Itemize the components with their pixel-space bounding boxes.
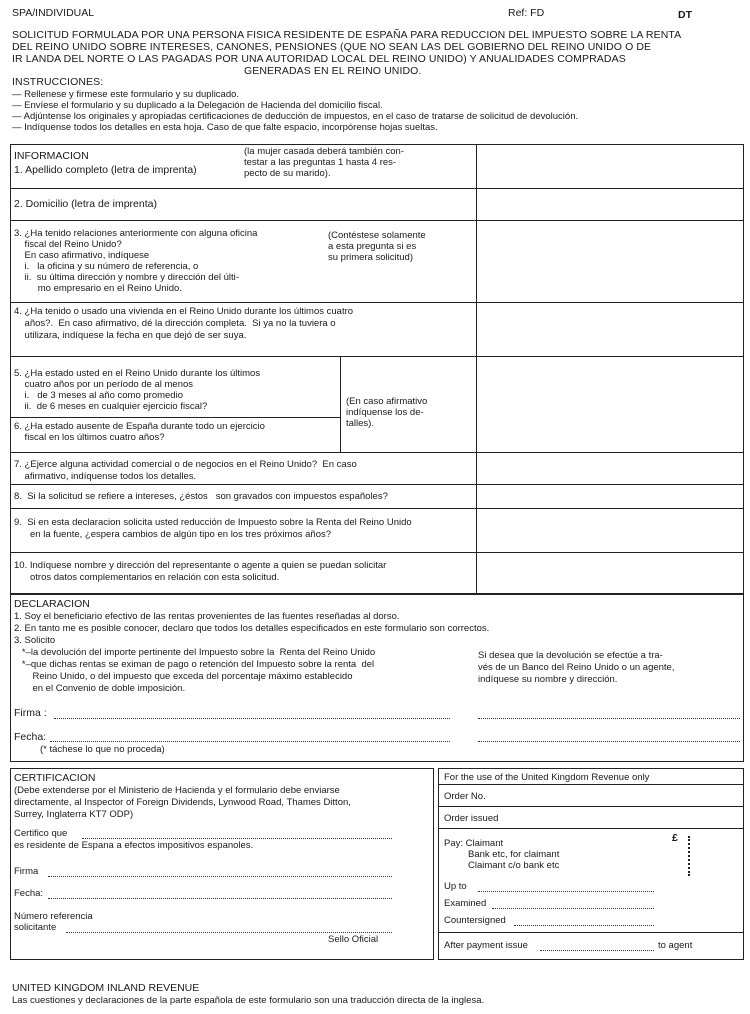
after-payment-label: After payment issue [444,940,528,951]
instruction-3: — Adjúntense los originales y apropiadas certificaciones de deducción de impuestos, en el caso de tratarse de solicitud de devolución. [12,111,579,122]
certification-line-2: directamente, al Inspector of Foreign Dividends, Lynwood Road, Thames Ditton, [14,797,351,808]
declaration-right-3: indíquese su nombre y dirección. [478,674,618,685]
numero-label: Número referencia [14,911,93,922]
footer-note: Las cuestiones y declaraciones de la parte española de este formulario son una traducción directa de la inglesa. [12,995,485,1006]
cert-fecha-label: Fecha: [14,888,44,899]
q8-label: 8. Si la solicitud se refiere a intereses, ¿éstos son gravados con impuestos españoles? [14,491,388,502]
examined-label: Examined [444,898,487,909]
declaration-firma-label: Firma : [14,707,47,719]
declaration-sub-1: *–la devolución del importe pertinente del Impuesto sobre la Renta del Reino Unido [14,647,376,658]
q56-note-1: (En caso afirmativo [346,396,428,407]
uk-revenue-title: For the use of the United Kingdom Revenue only [444,772,650,783]
bank-agent-line-2[interactable] [478,741,740,742]
q3-note-1: (Contéstese solamente [328,230,426,241]
q1-answer[interactable] [478,146,742,186]
declaration-sub-4: en el Convenio de doble imposición. [14,683,186,694]
pay-claimant-bank-label: Claimant c/o bank etc [468,860,560,871]
q10-line-1: 10. Indíquese nombre y dirección del representante o agente a quien se puedan solicitar [14,560,387,571]
dt-label: DT [678,9,692,21]
cert-firma-field[interactable] [48,876,392,877]
residente-text: es residente de Espana a efectos impositivos espanoles. [14,840,254,851]
q5-line-3: i. de 3 meses al año como promedio [14,390,183,401]
countersigned-label: Countersigned [444,915,506,926]
title-line-2: DEL REINO UNIDO SOBRE INTERESES, CANONES, PENSIONES (QUE NO SEAN LAS DEL GOBIERNO DEL REINO UNIDO O DE [12,41,652,53]
up-to-label: Up to [444,881,467,892]
form-code: SPA/INDIVIDUAL [12,7,95,19]
q7-line-1: 7. ¿Ejerce alguna actividad comercial o de negocios en el Reino Unido? En caso [14,459,357,470]
certification-line-1: (Debe extenderse por el Ministerio de Hacienda y el formulario debe enviarse [14,785,340,796]
q5-q6-answer[interactable] [478,358,742,450]
q4-line-1: 4. ¿Ha tenido o usado una vivienda en el Reino Unido durante los últimos cuatro [14,306,354,317]
instruction-4: — Indíquense todos los detalles en esta hoja. Caso de que falte espacio, incorpórense hojas sueltas. [12,122,438,133]
q7-answer[interactable] [478,454,742,482]
info-title: INFORMACION [14,150,89,162]
order-no-label: Order No. [444,791,486,802]
instruction-1: — Rellenese y firmese este formulario y su duplicado. [12,89,240,100]
numero-field[interactable] [66,932,392,933]
pay-claimant-label: Pay: Claimant [444,838,504,849]
order-issued-label: Order issued [444,813,499,824]
up-to-field[interactable] [478,891,654,892]
q3-note-3: su primera solicitud) [328,252,413,263]
title-line-1: SOLICITUD FORMULADA POR UNA PERSONA FISICA RESIDENTE DE ESPAÑA PARA REDUCCION DEL IMPUESTO SOBRE LA RENTA [12,29,682,41]
instructions-title: INSTRUCCIONES: [12,76,104,88]
declaration-fecha-field[interactable] [50,741,450,742]
title-line-3: IR LANDA DEL NORTE O LAS PAGADAS POR UNA AUTORIDAD LOCAL DEL REINO UNIDO) Y ANUALIDADES COMPRADAS [12,53,626,65]
q1-label: 1. Apellido completo (letra de imprenta) [14,164,197,176]
ref-label: Ref: FD [508,7,545,19]
declaration-title: DECLARACION [14,598,90,610]
declaration-sub-2: *–que dichas rentas se eximan de pago o retención del Impuesto sobre la renta del [14,659,375,670]
q3-line-4: i. la oficina y su número de referencia, o [14,261,199,272]
q4-answer[interactable] [478,304,742,354]
q3-line-5: ii. su última dirección y nombre y dirección del últi- [14,272,239,283]
q2-label: 2. Domicilio (letra de imprenta) [14,198,157,210]
q56-note-2: indíquense los de- [346,407,424,418]
q4-line-2: años?. En caso afirmativo, dé la dirección completa. Si ya no la tuviera o [14,318,336,329]
q2-answer[interactable] [478,190,742,218]
declaration-line-1: 1. Soy el beneficiario efectivo de las rentas provenientes de las fuentes reseñadas al dorso. [14,611,400,622]
certifico-field[interactable] [82,838,392,839]
q3-line-1: 3. ¿Ha tenido relaciones anteriormente con alguna oficina [14,228,258,239]
q3-line-2: fiscal del Reino Unido? [14,239,122,250]
q10-answer[interactable] [478,554,742,592]
declaration-right-2: vés de un Banco del Reino Unido o un agente, [478,662,675,673]
footer-agency: UNITED KINGDOM INLAND REVENUE [12,982,200,994]
q10-line-2: otros datos complementarios en relación con esta solicitud. [30,572,280,583]
q3-line-3: En caso afirmativo, indíquese [14,250,150,261]
q1-note-3: pecto de su marido). [244,168,331,179]
declaration-line-2: 2. En tanto me es posible conocer, declaro que todos los detalles especificados en este formulario son correctos. [14,623,490,634]
pay-bank-label: Bank etc, for claimant [468,849,560,860]
sello-label: Sello Oficial [328,934,379,945]
declaration-right-1: Si desea que la devolución se efectúe a tra- [478,650,663,661]
certification-line-3: Surrey, Inglaterra KT7 ODP) [14,809,134,820]
q1-note-2: testar a las preguntas 1 hasta 4 res- [244,157,397,168]
declaration-firma-field[interactable] [54,718,450,719]
q5-line-2: cuatro años por un período de al menos [14,379,194,390]
q9-line-1: 9. Si en esta declaracion solicita usted reducción de Impuesto sobre la Renta del Reino Unido [14,517,412,528]
certifico-label: Certifico que [14,828,68,839]
q5-line-4: ii. de 6 meses en cualquier ejercicio fiscal? [14,401,208,412]
q56-note-3: talles). [346,418,374,429]
q1-note-1: (la mujer casada deberá también con- [244,146,405,157]
declaration-line-3: 3. Solicito [14,635,56,646]
cert-firma-label: Firma [14,866,39,877]
declaration-footnote: (* táchese lo que no proceda) [40,744,165,755]
instruction-2: — Envíese el formulario y su duplicado a la Delegación de Hacienda del domicilio fiscal. [12,100,383,111]
countersigned-field[interactable] [514,925,654,926]
bank-agent-line-1[interactable] [478,718,740,719]
q3-line-6: mo empresario en el Reino Unido. [14,283,182,294]
q4-line-3: utilizara, indíquese la fecha en que dejó de ser suya. [14,330,247,341]
pound-sign: £ [672,832,678,844]
to-agent-label: to agent [658,940,693,951]
q6-line-2: fiscal en los últimos cuatro años? [14,432,165,443]
solicitante-label: solicitante [14,922,57,933]
answer-column-divider [476,144,477,594]
examined-field[interactable] [492,908,654,909]
q7-line-2: afirmativo, indíquense todos los detalles. [14,471,197,482]
amount-field[interactable] [690,832,742,876]
declaration-sub-3: Reino Unido, o del impuesto que exceda del porcentaje máximo establecido [14,671,353,682]
q9-answer[interactable] [478,510,742,550]
q5-line-1: 5. ¿Ha estado usted en el Reino Unido durante los últimos [14,368,261,379]
title-line-4: GENERADAS EN EL REINO UNIDO. [244,65,422,77]
certification-title: CERTIFICACION [14,772,96,784]
q8-answer[interactable] [478,486,742,506]
cert-fecha-field[interactable] [48,898,392,899]
q3-answer[interactable] [478,222,742,300]
after-payment-field[interactable] [540,950,654,951]
q6-line-1: 6. ¿Ha estado ausente de España durante todo un ejercicio [14,421,265,432]
q9-line-2: en la fuente, ¿espera cambios de algún tipo en los tres próximos años? [30,529,332,540]
declaration-fecha-label: Fecha: [14,731,47,743]
q3-note-2: a esta pregunta si es [328,241,417,252]
